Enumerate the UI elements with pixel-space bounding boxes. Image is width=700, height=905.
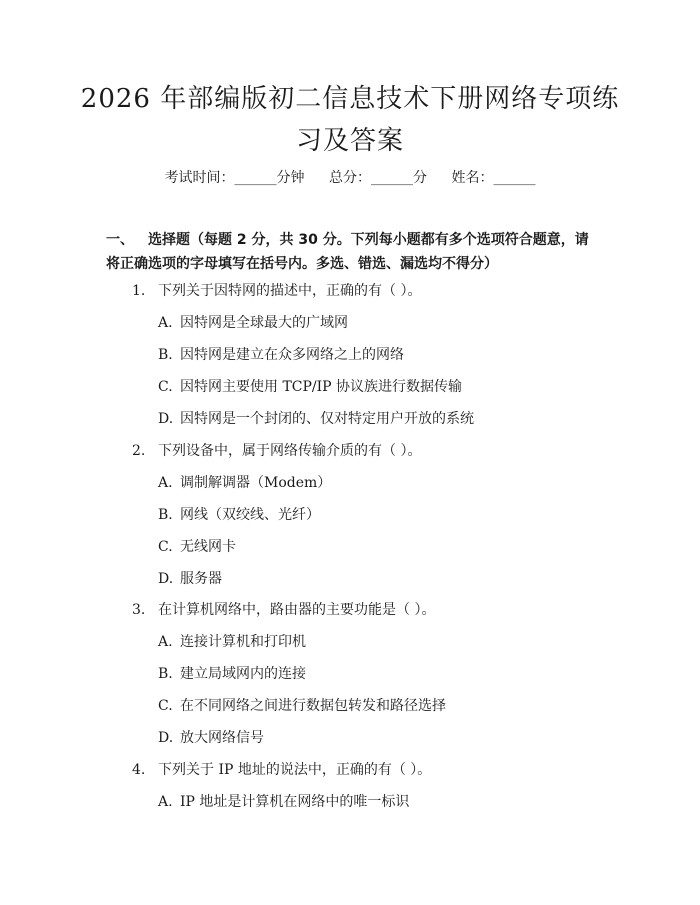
section-instructions: 选择题（每题 2 分，共 30 分。下列每小题都有多个选项符合题意，请将正确选项的字母填写在括号内。多选、错选、漏选均不得分） <box>106 232 589 272</box>
option-text: 因特网是全球最大的广域网 <box>180 315 348 331</box>
question-2 <box>132 441 421 461</box>
option-letter: B. <box>158 666 173 682</box>
option-letter: A. <box>158 475 173 491</box>
question-text: 在计算机网络中，路由器的主要功能是（ ）。 <box>158 602 436 618</box>
question-number: 1. <box>132 283 146 299</box>
question-4-option-a <box>158 792 409 812</box>
option-text: 放大网络信号 <box>180 730 264 746</box>
question-text: 下列关于 IP 地址的说法中，正确的有（ ）。 <box>158 762 432 778</box>
option-text: 因特网主要使用 TCP/IP 协议族进行数据传输 <box>180 379 463 395</box>
question-number: 3. <box>132 602 146 618</box>
question-number: 4. <box>132 762 146 778</box>
question-3-option-d <box>158 728 264 748</box>
section-number: 一、 <box>106 232 134 248</box>
option-letter: C. <box>158 379 173 395</box>
option-letter: C. <box>158 539 173 555</box>
exam-time-field: 考试时间：______分钟 <box>164 170 305 186</box>
option-text: 无线网卡 <box>180 539 236 555</box>
option-letter: B. <box>158 507 173 523</box>
option-letter: C. <box>158 698 173 714</box>
option-text: 服务器 <box>180 571 222 587</box>
option-text: 调制解调器（Modem） <box>180 475 332 491</box>
question-3-option-a <box>158 632 306 652</box>
question-text: 下列设备中，属于网络传输介质的有（ ）。 <box>158 443 422 459</box>
exam-info-line <box>0 168 700 188</box>
option-text: 网线（双绞线、光纤） <box>180 507 320 523</box>
question-1-option-a <box>158 313 348 333</box>
total-score-field: 总分：______分 <box>329 170 427 186</box>
question-3-option-b <box>158 664 306 684</box>
question-2-option-d <box>158 569 222 589</box>
question-1-option-c <box>158 377 462 397</box>
option-text: IP 地址是计算机在网络中的唯一标识 <box>180 794 410 810</box>
option-text: 因特网是一个封闭的、仅对特定用户开放的系统 <box>180 411 474 427</box>
option-letter: D. <box>158 571 174 587</box>
question-number: 2. <box>132 443 146 459</box>
option-letter: A. <box>158 794 173 810</box>
option-text: 因特网是建立在众多网络之上的网络 <box>180 347 404 363</box>
question-2-option-a <box>158 473 331 493</box>
student-name-field: 姓名：______ <box>451 170 536 186</box>
option-letter: B. <box>158 347 173 363</box>
option-letter: D. <box>158 730 174 746</box>
option-text: 在不同网络之间进行数据包转发和路径选择 <box>180 698 446 714</box>
option-letter: D. <box>158 411 174 427</box>
option-text: 连接计算机和打印机 <box>180 634 306 650</box>
question-1-option-b <box>158 345 404 365</box>
section-heading <box>106 228 600 276</box>
option-text: 建立局域网内的连接 <box>180 666 306 682</box>
question-3-option-c <box>158 696 446 716</box>
question-1 <box>132 281 421 301</box>
question-4 <box>132 760 431 780</box>
question-3 <box>132 600 435 620</box>
question-2-option-c <box>158 537 236 557</box>
document-title: 2026 年部编版初二信息技术下册网络专项练习及答案 <box>80 84 620 156</box>
question-1-option-d <box>158 409 474 429</box>
question-2-option-b <box>158 505 320 525</box>
question-text: 下列关于因特网的描述中，正确的有（ ）。 <box>158 283 422 299</box>
option-letter: A. <box>158 634 173 650</box>
option-letter: A. <box>158 315 173 331</box>
